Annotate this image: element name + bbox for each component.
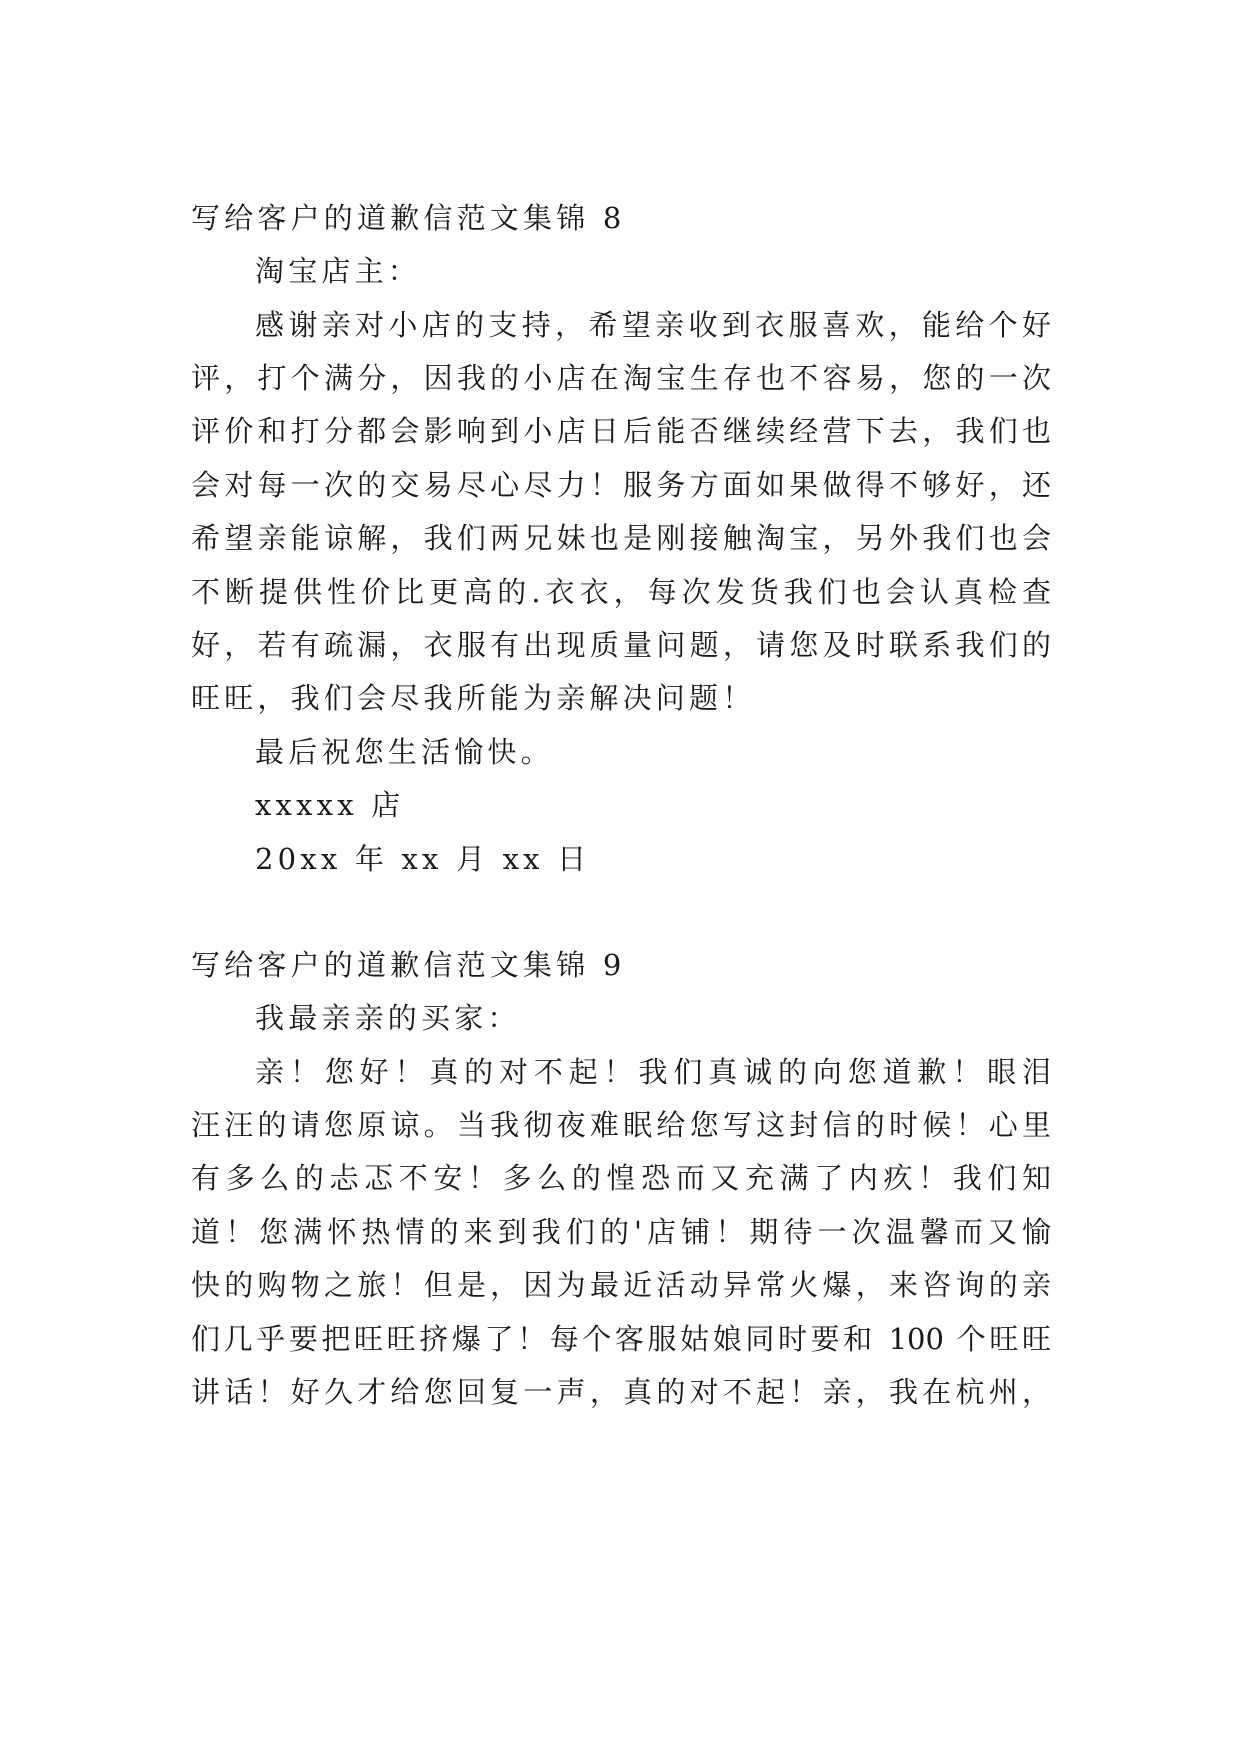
paragraph-line: 亲！您好！真的对不起！我们真诚的向您道歉！眼泪 xyxy=(255,1055,1051,1089)
salutation: 淘宝店主： xyxy=(255,254,422,288)
closing-line: 最后祝您生活愉快。 xyxy=(255,735,554,769)
paragraph-line: 不断提供性价比更高的.衣衣，每次发货我们也会认真检查 xyxy=(191,575,1051,609)
paragraph-line: 讲话！好久才给您回复一声，真的对不起！亲，我在杭州， xyxy=(191,1375,1051,1409)
salutation: 我最亲亲的买家： xyxy=(255,1001,521,1035)
paragraph-line: 旺旺，我们会尽我所能为亲解决问题！ xyxy=(191,681,756,715)
date: 20xx 年 xx 月 xx 日 xyxy=(255,842,591,876)
paragraph-line: 会对每一次的交易尽心尽力！服务方面如果做得不够好，还 xyxy=(191,468,1051,502)
signature: xxxxx 店 xyxy=(255,788,405,822)
paragraph-line: 有多么的忐忑不安！多么的惶恐而又充满了内疚！我们知 xyxy=(191,1161,1051,1195)
section-heading: 写给客户的道歉信范文集锦 9 xyxy=(191,948,626,982)
paragraph-line: 快的购物之旅！但是，因为最近活动异常火爆，来咨询的亲 xyxy=(191,1268,1051,1302)
paragraph-line: 汪汪的请您原谅。当我彻夜难眠给您写这封信的时候！心里 xyxy=(191,1108,1051,1142)
paragraph-line: 评价和打分都会影响到小店日后能否继续经营下去，我们也 xyxy=(191,414,1051,448)
paragraph-line: 道！您满怀热情的来到我们的'店铺！期待一次温馨而又愉 xyxy=(191,1215,1051,1249)
paragraph-line: 们几乎要把旺旺挤爆了！每个客服姑娘同时要和 100 个旺旺 xyxy=(191,1322,1051,1356)
paragraph-line: 评，打个满分，因我的小店在淘宝生存也不容易，您的一次 xyxy=(191,361,1051,395)
section-heading: 写给客户的道歉信范文集锦 8 xyxy=(191,201,626,235)
paragraph-line: 好，若有疏漏，衣服有出现质量问题，请您及时联系我们的 xyxy=(191,628,1051,662)
paragraph-line: 感谢亲对小店的支持，希望亲收到衣服喜欢，能给个好 xyxy=(255,308,1051,342)
paragraph-line: 希望亲能谅解，我们两兄妹也是刚接触淘宝，另外我们也会 xyxy=(191,521,1051,555)
